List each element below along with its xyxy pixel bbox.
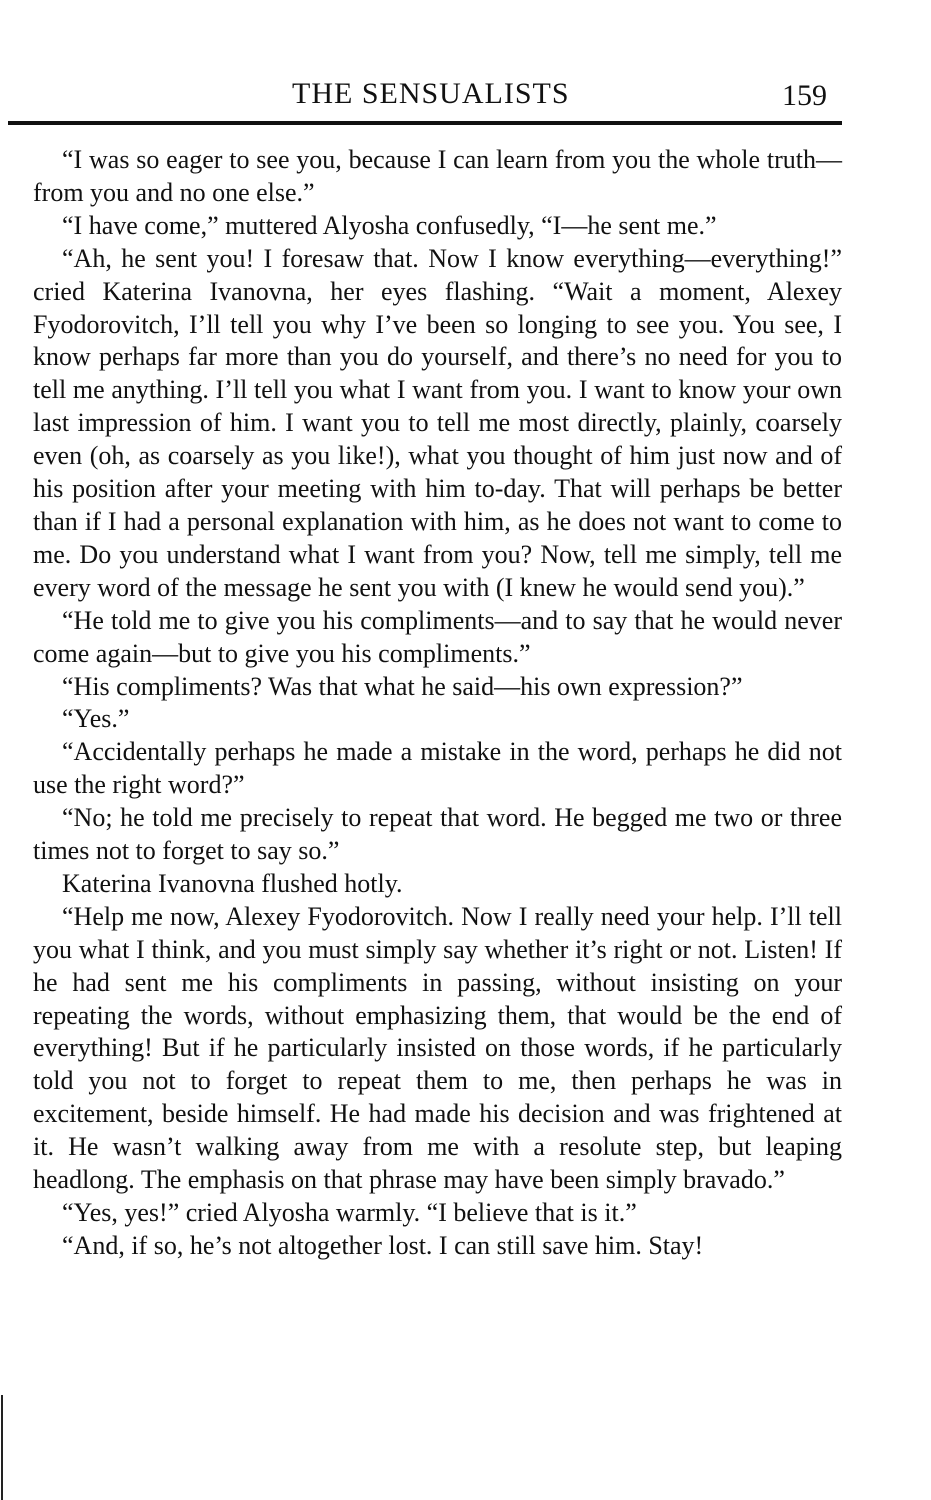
paragraph: “Accidentally perhaps he made a mistake in the word, perhaps he did not use the right word?” xyxy=(33,737,842,800)
page-number: 159 xyxy=(782,79,827,112)
header-rule xyxy=(8,121,842,125)
paragraph: “He told me to give you his compliments—and to say that he would never come again—but to give you his compliments.” xyxy=(33,605,842,668)
paragraph: Katerina Ivanovna flushed hotly. xyxy=(62,868,403,898)
paragraph: “Ah, he sent you! I foresaw that. Now I know everything—everything!” cried Katerina Ivanovna, her eyes flashing. “Wait a moment, Alexey Fyodorovitch, I’ll tell you why I’ve been so longing to see you. You see, I know perhaps far more than you do yourself, and there’s no need for you to tell me anything. I’ll tell you what I want from you. I want to know your own last impression of him. I want you to tell me most directly, plainly, coarsely even (oh, as coarsely as you like!), what you thought of him just now and of his position after your meeting with him to-day. That will perhaps be better than if I had a personal explanation with him, as he does not want to come to me. Do you understand what I want from you? Now, tell me simply, tell me every word of the message he sent you with (I knew he would send you).” xyxy=(33,243,842,602)
body-text xyxy=(33,144,842,1263)
scan-edge-mark xyxy=(1,1395,3,1500)
running-title: THE SENSUALISTS xyxy=(292,77,570,110)
paragraph: “Yes, yes!” cried Alyosha warmly. “I believe that is it.” xyxy=(62,1198,637,1227)
paragraph: “Help me now, Alexey Fyodorovitch. Now I really need your help. I’ll tell you what I think, and you must simply say whether it’s right or not. Listen! If he had sent me his compliments in passing, without insisting on your repeating the words, without emphasizing them, that would be the end of everything! But if he particularly insisted on those words, if he particularly told you not to forget to repeat them to me, then perhaps he was in excitement, beside himself. He had made his decision and was frightened at it. He wasn’t walking away from me with a resolute step, but leaping headlong. The emphasis on that phrase may have been simply bravado.” xyxy=(33,901,842,1195)
paragraph: “And, if so, he’s not altogether lost. I can still save him. Stay! xyxy=(62,1230,704,1260)
paragraph: “Yes.” xyxy=(62,704,130,734)
paragraph: “No; he told me precisely to repeat that word. He begged me two or three times not to forget to say so.” xyxy=(33,803,842,866)
paragraph: “I have come,” muttered Alyosha confusedly, “I—he sent me.” xyxy=(62,210,717,240)
paragraph: “I was so eager to see you, because I can learn from you the whole truth—from you and no one else.” xyxy=(33,145,842,207)
running-head xyxy=(0,74,931,114)
paragraph: “His compliments? Was that what he said—his own expression?” xyxy=(62,671,743,701)
